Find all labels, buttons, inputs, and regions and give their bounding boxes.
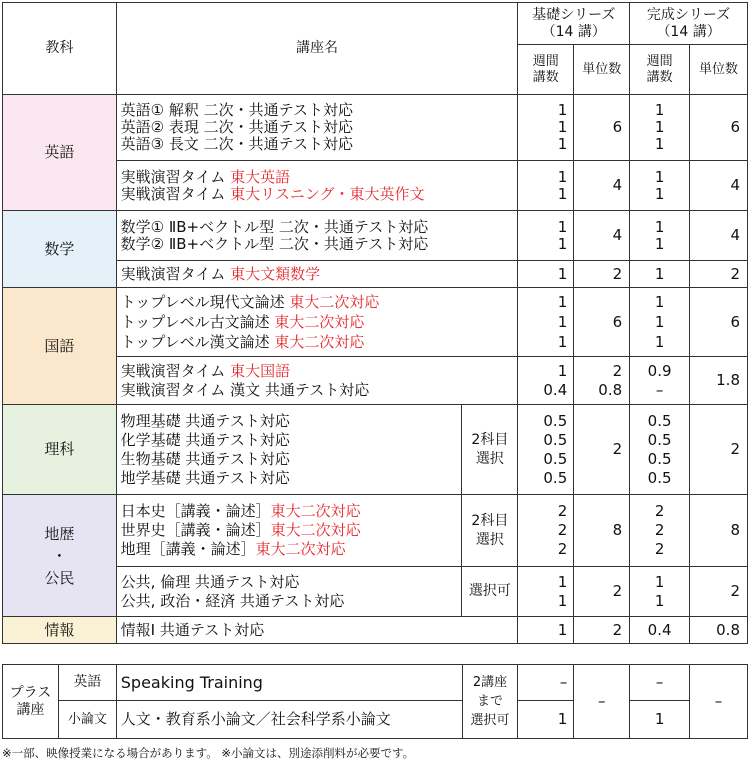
subject-science: 理科 [3, 405, 117, 495]
complete-series-sub: （14 講） [656, 23, 721, 40]
complete-units: – [690, 665, 748, 739]
course-line: 物理基礎 共通テスト対応 [120, 411, 290, 430]
course-line: 地学基礎 共通テスト対応 [120, 468, 290, 487]
complete-weekly: 1 1 1 [630, 95, 690, 161]
course-line: 公共, 政治・経済 共通テスト対応 [120, 591, 345, 610]
course-line: 実戦演習タイム 東大リスニング・東大英作文 [120, 184, 425, 203]
basic-units: 2 [574, 617, 630, 644]
course-line: 数学① ⅡB+ベクトル型 二次・共通テスト対応 [120, 217, 429, 236]
course-line: 英語① 解釈 二次・共通テスト対応 [120, 101, 354, 119]
basic-units-header: 単位数 [574, 45, 630, 95]
header-row-1 [3, 3, 748, 45]
basic-units: 6 [574, 288, 630, 357]
japanese-courses-1 [116, 288, 518, 357]
course-line: トップレベル現代文論述 東大二次対応 [120, 293, 380, 311]
basic-units: 2 [574, 261, 630, 288]
basic-weekly: 1 1 [518, 161, 574, 211]
complete-units: 1.8 [690, 357, 748, 405]
subject-math: 数学 [3, 211, 117, 288]
basic-units: – [574, 665, 630, 739]
complete-weekly: 2 2 2 [630, 495, 690, 567]
basic-units: 4 [574, 161, 630, 211]
course-line: 日本史［講義・論述］東大二次対応 [120, 502, 361, 520]
complete-units: 2 [690, 405, 748, 495]
complete-weekly: 1 1 [630, 567, 690, 617]
info-row [3, 617, 748, 644]
complete-units: 6 [690, 95, 748, 161]
basic-weekly: 1 1 [518, 211, 574, 261]
basic-weekly: 1 [518, 261, 574, 288]
basic-weekly: 0.5 0.5 0.5 0.5 [518, 405, 574, 495]
basic-units: 2 [574, 405, 630, 495]
basic-weekly: 1 1 [518, 567, 574, 617]
course-line: 実戦演習タイム 東大国語 [120, 361, 291, 380]
basic-weekly: 1 0.4 [518, 357, 574, 405]
basic-weekly: – [518, 665, 574, 701]
math-courses-2 [116, 261, 518, 288]
subject-english: 英語 [3, 95, 117, 211]
course-line: トップレベル漢文論述 東大二次対応 [120, 333, 365, 351]
basic-weekly: 1 [518, 701, 574, 739]
complete-units: 2 [690, 567, 748, 617]
complete-weekly: 1 [630, 701, 690, 739]
plus-course-table [2, 664, 748, 739]
complete-weekly: 0.9 – [630, 357, 690, 405]
plus-select-note: 2講座 まで 選択可 [462, 665, 518, 739]
course-line: 化学基礎 共通テスト対応 [120, 430, 290, 449]
plus-subject-essay: 小論文 [58, 701, 116, 739]
social-select-note: 2科目 選択 [462, 495, 518, 567]
basic-units: 4 [574, 211, 630, 261]
complete-units: 6 [690, 288, 748, 357]
complete-units: 0.8 [690, 617, 748, 644]
social-row-1 [3, 495, 748, 567]
course-line: トップレベル古文論述 東大二次対応 [120, 313, 365, 331]
basic-series-header [518, 3, 630, 45]
complete-weekly: 0.5 0.5 0.5 0.5 [630, 405, 690, 495]
basic-series-sub: （14 講） [541, 23, 606, 40]
science-courses [116, 405, 462, 495]
course-line: 英語③ 長文 二次・共通テスト対応 [120, 135, 354, 153]
plus-label: プラス 講座 [3, 665, 59, 739]
basic-units: 6 [574, 95, 630, 161]
math-courses-1 [116, 211, 518, 261]
basic-weekly: 1 [518, 617, 574, 644]
complete-units: 4 [690, 211, 748, 261]
plus-row-1 [3, 665, 748, 701]
course-line: 公共, 倫理 共通テスト対応 [120, 572, 300, 591]
course-line: 地理［講義・論述］東大二次対応 [120, 540, 346, 558]
complete-units-header: 単位数 [690, 45, 748, 95]
complete-series-title: 完成シリーズ [646, 6, 731, 23]
math-row-1 [3, 211, 748, 261]
complete-series-header [630, 3, 748, 45]
complete-weekly: 1 1 [630, 161, 690, 211]
course-line: 英語② 表現 二次・共通テスト対応 [120, 118, 354, 136]
complete-units: 2 [690, 261, 748, 288]
course-line: 世界史［講義・論述］東大二次対応 [120, 521, 361, 539]
basic-units: 2 [574, 567, 630, 617]
subject-info: 情報 [3, 617, 117, 644]
basic-units: 2 0.8 [574, 357, 630, 405]
social-courses-1 [116, 495, 462, 567]
course-line: 実戦演習タイム 東大文類数学 [120, 264, 321, 283]
civics-select-note: 選択可 [462, 567, 518, 617]
english-row-1 [3, 95, 748, 161]
plus-course-essay: 人文・教育系小論文／社会科学系小論文 [116, 701, 462, 739]
course-line: 生物基礎 共通テスト対応 [120, 449, 290, 468]
subject-japanese: 国語 [3, 288, 117, 405]
science-select-note: 2科目 選択 [462, 405, 518, 495]
footnote: ※一部、映像授業になる場合があります。 ※小論文は、別途添削料が必要です。 [2, 746, 415, 760]
japanese-courses-2 [116, 357, 518, 405]
basic-series-title: 基礎シリーズ [532, 6, 616, 23]
plus-course-speaking: Speaking Training [116, 665, 462, 701]
social-courses-2 [116, 567, 462, 617]
english-courses-2 [116, 161, 518, 211]
japanese-row-1 [3, 288, 748, 357]
info-course: 情報Ⅰ 共通テスト対応 [116, 617, 518, 644]
basic-units: 8 [574, 495, 630, 567]
complete-units: 4 [690, 161, 748, 211]
basic-weekly: 1 1 1 [518, 95, 574, 161]
english-courses-1 [116, 95, 518, 161]
complete-weekly-header: 週間 講数 [630, 45, 690, 95]
plus-subject-english: 英語 [58, 665, 116, 701]
complete-units: 8 [690, 495, 748, 567]
course-header: 講座名 [116, 3, 518, 95]
basic-weekly: 1 1 1 [518, 288, 574, 357]
subject-social: 地歴 ・ 公民 [3, 495, 117, 617]
complete-weekly: 0.4 [630, 617, 690, 644]
course-line: 実戦演習タイム 東大英語 [120, 167, 291, 186]
course-line: 実戦演習タイム 漢文 共通テスト対応 [120, 380, 370, 399]
complete-weekly: 1 1 1 [630, 288, 690, 357]
complete-weekly: 1 [630, 261, 690, 288]
course-line: 数学② ⅡB+ベクトル型 二次・共通テスト対応 [120, 234, 429, 253]
complete-weekly: – [630, 665, 690, 701]
complete-weekly: 1 1 [630, 211, 690, 261]
basic-weekly: 2 2 2 [518, 495, 574, 567]
science-row [3, 405, 748, 495]
basic-weekly-header: 週間 講数 [518, 45, 574, 95]
course-table [2, 2, 748, 644]
plus-row-2 [3, 701, 748, 739]
subject-header: 教科 [3, 3, 117, 95]
